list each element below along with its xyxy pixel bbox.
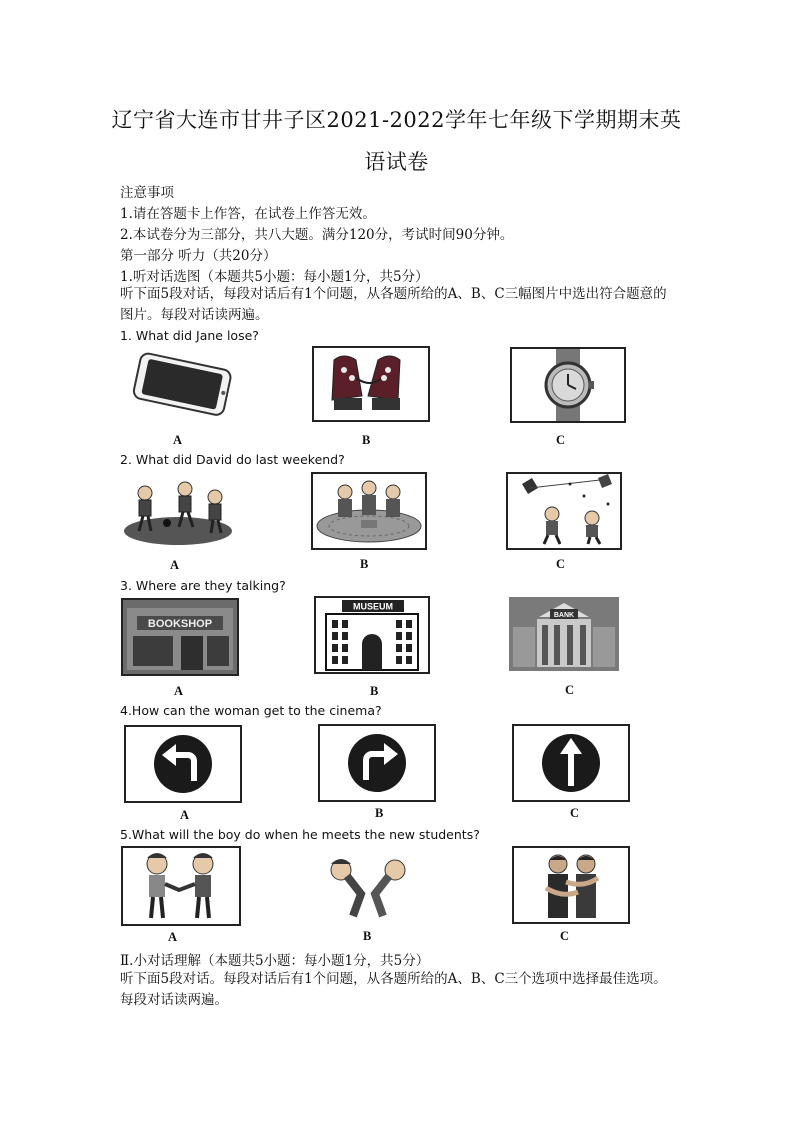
watch-icon [510,347,626,423]
q1-option-b-label: B [362,433,371,447]
q3-option-c-label: C [565,683,575,697]
question-3: 3. Where are they talking? [120,578,286,593]
picnic-icon [311,472,427,550]
exam-title-line1: 辽宁省大连市甘井子区2021-2022学年七年级下学期期末英 [111,108,682,132]
bookshop-icon [121,598,239,676]
museum-sign-text: MUSEUM [353,601,393,612]
question-4: 4.How can the woman get to the cinema? [120,703,382,718]
turn-right-sign-icon [318,724,436,802]
question-2: 2. What did David do last weekend? [120,452,345,467]
q5-option-a-label: A [168,930,178,944]
exam-title-line2: 语试卷 [364,150,429,174]
phone-icon [126,347,236,423]
q3-option-a-label: A [174,684,184,698]
part1-heading: 第一部分 听力（共20分） [120,248,277,264]
flying-kite-icon [506,472,622,550]
note-1: 1.请在答题卡上作答，在试卷上作答无效。 [120,206,376,222]
section1-heading: 1.听对话选图（本题共5小题：每小题1分，共5分） [120,269,429,285]
q1-option-a-label: A [173,433,183,447]
section2-instruction: 听下面5段对话。每段对话后有1个问题，从各题所给的A、B、C三个选项中选择最佳选项。每段对话读两遍。 [120,971,667,1008]
question-1: 1. What did Jane lose? [120,328,259,343]
bank-sign-text: BANK [553,612,575,619]
section2-heading: Ⅱ.小对话理解（本题共5小题：每小题1分，共5分） [120,953,430,969]
q5-option-b-label: B [363,929,372,943]
section1-instruction: 听下面5段对话，每段对话后有1个问题，从各题所给的A、B、C三幅图片中选出符合题意的图片。每段对话读两遍。 [120,286,667,323]
playing-games-icon [121,473,235,549]
q4-option-b-label: B [375,806,384,820]
q1-option-c-label: C [556,433,566,447]
q2-option-a-label: A [170,558,180,572]
bookshop-sign-text: BOOKSHOP [147,618,213,630]
bank-icon [509,597,619,671]
bow-icon [311,846,425,920]
mittens-icon [312,346,430,422]
handshake-icon [121,846,241,926]
question-5: 5.What will the boy do when he meets the new students? [120,827,480,842]
q5-option-c-label: C [560,929,570,943]
q2-option-c-label: C [556,557,566,571]
q4-option-a-label: A [180,808,190,822]
hug-icon [512,846,630,924]
go-straight-sign-icon [512,724,630,802]
turn-left-sign-icon [124,725,242,803]
notes-heading: 注意事项 [120,185,174,201]
note-2: 2.本试卷分为三部分，共八大题。满分120分，考试时间90分钟。 [120,227,514,243]
q2-option-b-label: B [360,557,369,571]
museum-icon [314,596,430,674]
q3-option-b-label: B [370,684,379,698]
q4-option-c-label: C [570,806,580,820]
